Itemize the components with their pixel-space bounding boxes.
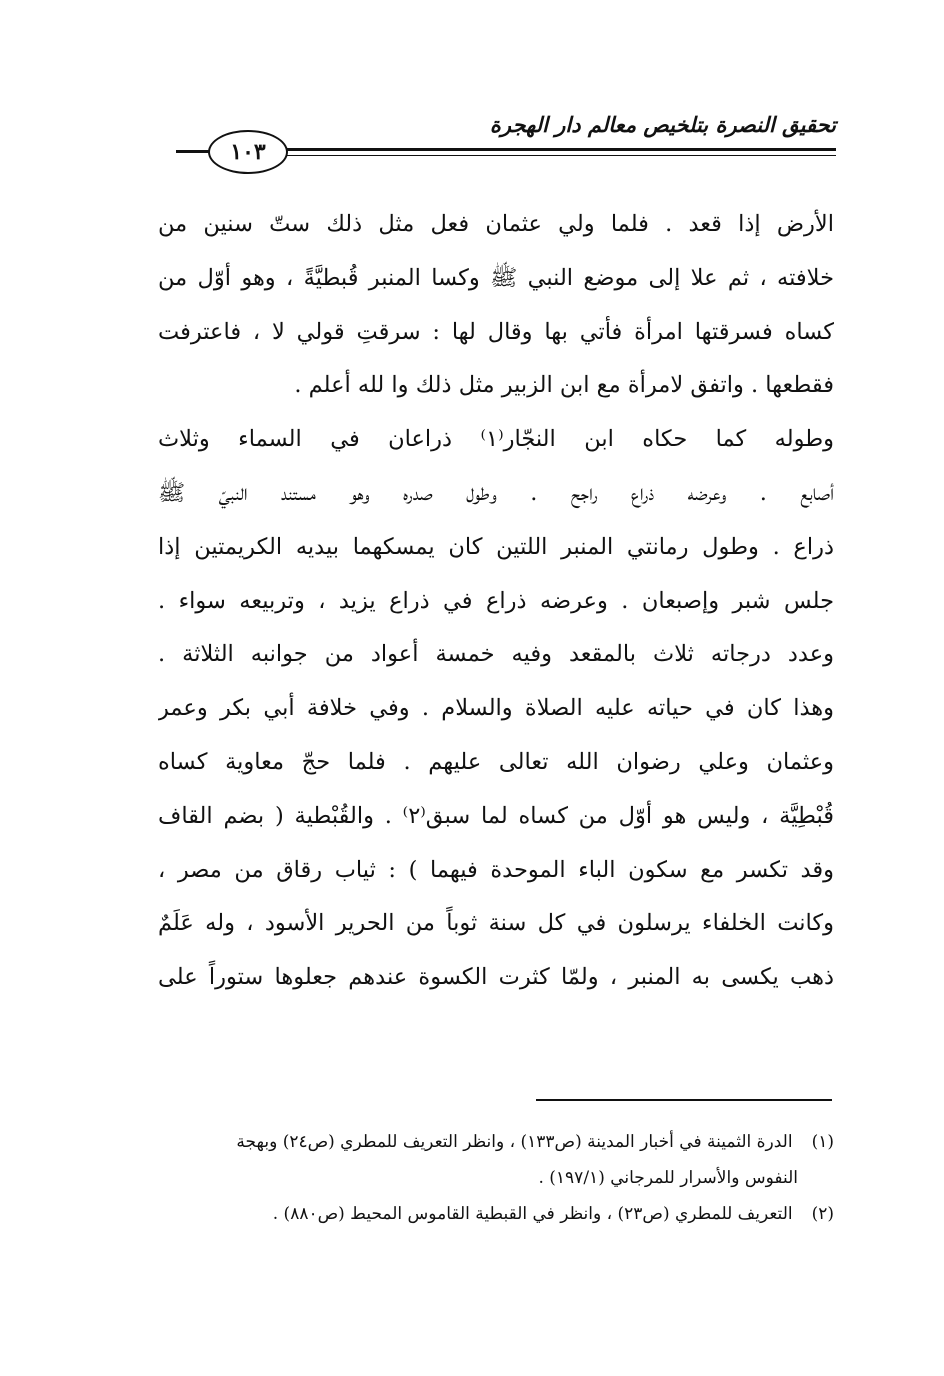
body-line: قُبْطِيَّة ، وليس هو أوّل من كساه لما سبق⁽٢⁾ . والقُبْطية ( بضم القاف xyxy=(158,802,834,829)
body-line: وعدد درجاته ثلاث بالمقعد وفيه خمسة أعواد من جوانبه الثلاثة . xyxy=(158,641,834,668)
body-line: ذراع . وطول رمانتي المنبر اللتين كان يمسكهما بيديه الكريمتين إذا xyxy=(158,533,834,560)
footnotes xyxy=(158,1124,834,1232)
body-line: خلافته ، ثم علا إلى موضع النبي ﷺ وكسا المنبر قُبطيَّةً ، وهو أوّل من xyxy=(158,264,834,291)
running-title: تحقيق النصرة بتلخيص معالم دار الهجرة xyxy=(489,112,836,137)
body-line: كساه فسرقتها امرأة فأتي بها وقال لها : سرقتِ قولي لا ، فاعترفت xyxy=(158,318,834,345)
footnote-text: التعريف للمطري (ص٢٣) ، وانظر في القبطية القاموس المحيط (ص٨٨٠) . xyxy=(272,1204,793,1224)
body-line: وطوله كما حكاه ابن النجّار⁽١⁾ ذراعان في السماء وثلاث xyxy=(158,426,834,453)
footnote-text: الدرة الثمينة في أخبار المدينة (ص١٣٣) ، وانظر التعريف للمطري (ص٢٤) وبهجة xyxy=(236,1132,793,1152)
footnote-number: (٢) xyxy=(811,1204,834,1224)
header-rule-thick xyxy=(286,148,836,151)
page-number: ١٠٣ xyxy=(208,130,288,174)
footnote-1-continuation: النفوس والأسرار للمرجاني (١٩٧/١) . xyxy=(538,1168,798,1188)
body-line: فقطعها . واتفق لامرأة مع ابن الزبير مثل ذلك وا لله أعلم . xyxy=(294,372,834,399)
body-line: جلس شبر وإصبعان . وعرضه ذراع في ذراع يزيد ، وتربيعه سواء . xyxy=(158,587,834,614)
footnote-1 xyxy=(158,1124,834,1160)
body-text xyxy=(158,198,834,1005)
footnote-number: (١) xyxy=(811,1132,834,1152)
footnote-separator xyxy=(536,1099,832,1101)
header-rule-thin xyxy=(286,155,836,156)
body-line: ذهب يكسى به المنبر ، ولمّا كثرت الكسوة عندهم جعلوها ستوراً على xyxy=(158,964,834,991)
body-line: وكانت الخلفاء يرسلون في كل سنة ثوباً من الحرير الأسود ، وله عَلَمٌ xyxy=(158,910,834,937)
header-rule-left xyxy=(176,150,210,153)
body-line: أصابع . وعرضه ذراع راجح . وطول صدره وهو مستند النبيّ ﷺ xyxy=(158,479,834,506)
body-line: وهذا كان في حياته عليه الصلاة والسلام . وفي خلافة أبي بكر وعمر xyxy=(158,695,834,722)
body-line: وعثمان وعلي رضوان الله تعالى عليهم . فلما حجّ معاوية كساه xyxy=(158,748,834,775)
body-line: وقد تكسر مع سكون الباء الموحدة فيهما ) : ثياب رقاق من مصر ، xyxy=(158,856,834,883)
footnote-2 xyxy=(158,1196,834,1232)
body-line: الأرض إذا قعد . فلما ولي عثمان فعل مثل ذلك ستّ سنين من xyxy=(158,211,834,237)
